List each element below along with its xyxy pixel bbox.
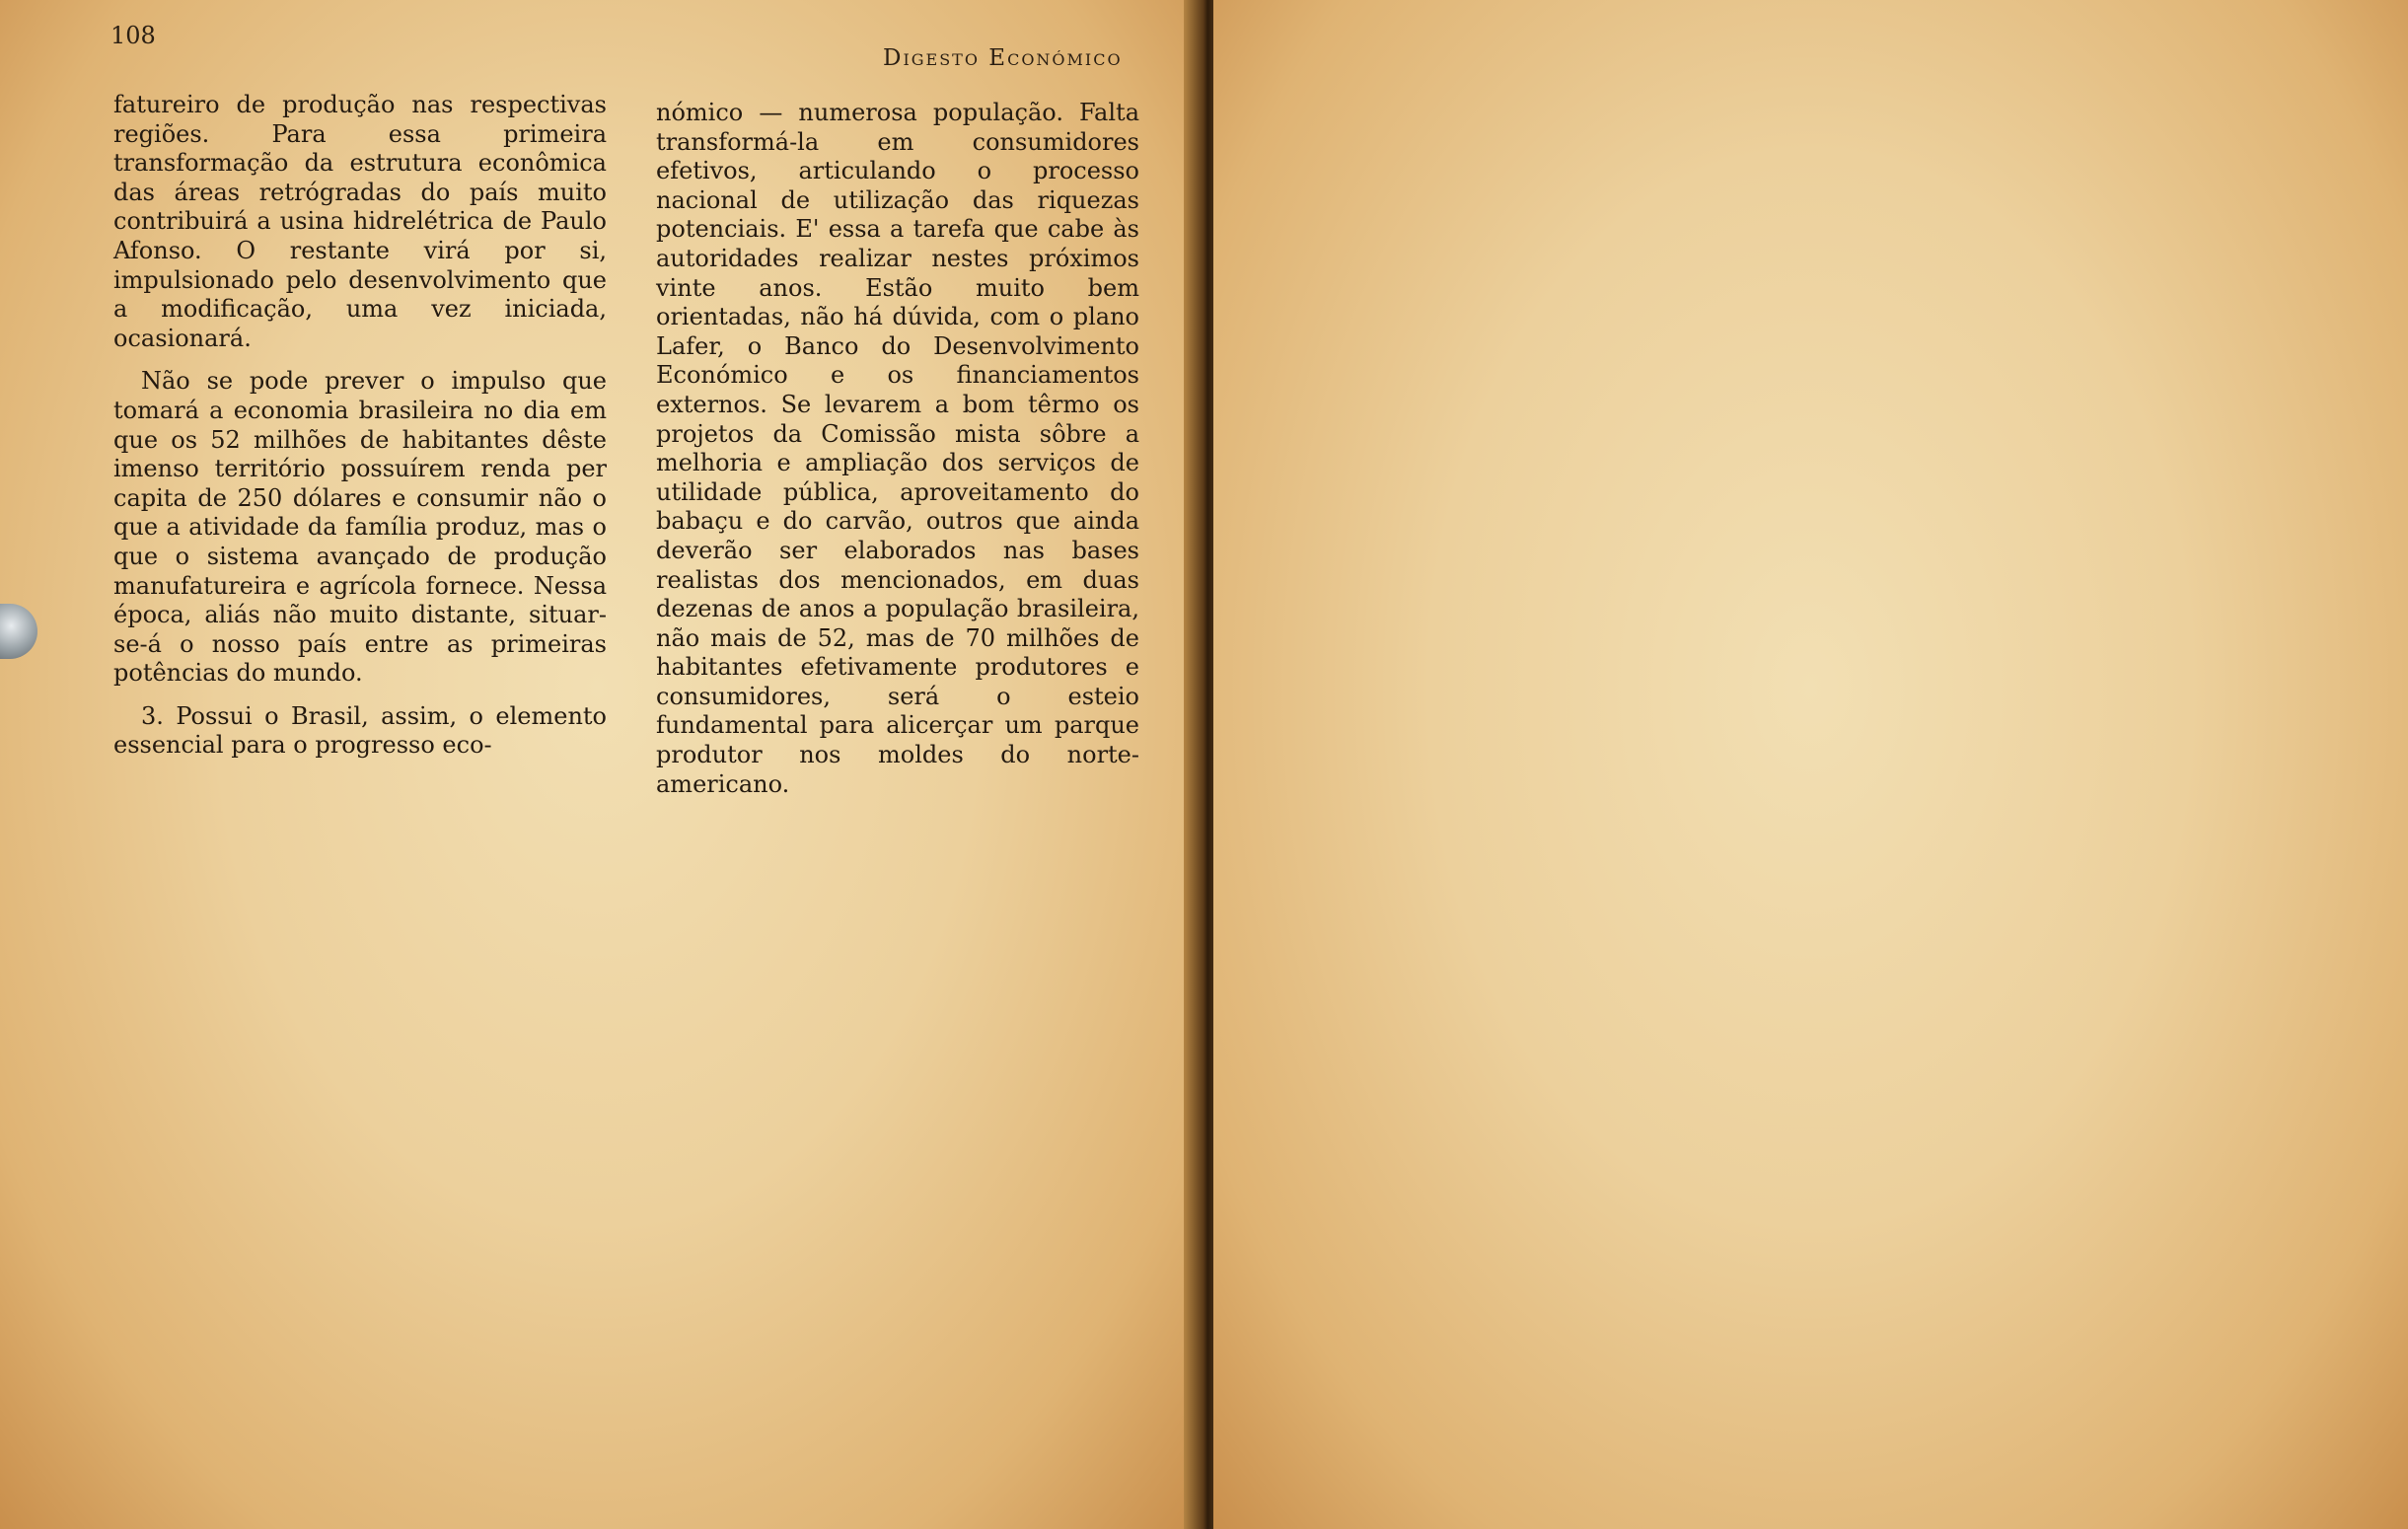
left-page [0,0,1198,1529]
paragraph: fatureiro de produção nas respectivas regiões. Para essa primeira transformação da estrutura econômica das áreas retrógradas do país muito contribuirá a usina hidrelétrica de Paulo Afonso. O restante virá por si, impulsionado pelo desenvolvimento que a modificação, uma vez iniciada, ocasionará. [113,91,607,352]
left-column-1 [113,91,607,774]
paragraph: Não se pode prever o impulso que tomará a economia brasileira no dia em que os 52 milhões de habitantes dêste imenso território possuírem renda per capita de 250 dólares e consumir não o que a atividade da família produz, mas o que o sistema avançado de produção manufatureira e agrícola fornece. Nessa época, aliás não muito distante, situar-se-á o nosso país entre as primeiras potências do mundo. [113,367,607,688]
metal-clip-icon [0,604,37,659]
running-head: Digesto Económico [883,45,1123,71]
page-number: 108 [110,22,156,49]
left-column-2 [656,99,1139,813]
paragraph: nómico — numerosa população. Falta transformá-la em consumidores efetivos, articulando o processo nacional de utilização das riquezas potenciais. E' essa a tarefa que cabe às autoridades realizar nestes próximos vinte anos. Estão muito bem orientadas, não há dúvida, com o plano Lafer, o Banco do Desenvolvimento Económico e os financiamentos externos. Se levarem a bom têrmo os projetos da Comissão mista sôbre a melhoria e ampliação dos serviços de utilidade pública, aproveitamento do babaçu e do carvão, outros que ainda deverão ser elaborados nas bases realistas dos mencionados, em duas dezenas de anos a população brasileira, não mais de 52, mas de 70 milhões de habitantes efetivamente produtores e consumidores, será o esteio fundamental para alicerçar um parque produtor nos moldes do norte-americano. [656,99,1139,798]
right-page [1213,0,2408,1529]
paragraph: 3. Possui o Brasil, assim, o elemento essencial para o progresso eco- [113,701,607,760]
